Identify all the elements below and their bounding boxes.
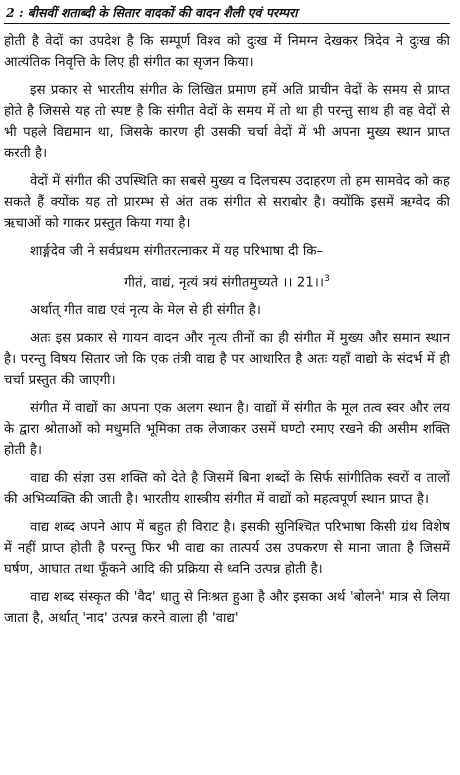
paragraph-samaveda: वेदों में संगीत की उपस्थिति का सबसे मुख्य व दिलचस्प उदाहरण तो हम सामवेद को कह सकते हैं क्योंक यह तो प्रारम्भ से अंत तक संगीत से सराबोर है। क्योंकि इसमें ऋग्वेद की ऋचाओं को गाकर प्रस्तुत किया गया है। xyxy=(4,174,450,231)
footnote-marker: 3 xyxy=(324,274,330,284)
sanskrit-verse xyxy=(4,269,450,293)
running-title: बीसवीं शताब्दी के सितार वादकों की वादन शैली एवं परम्परा xyxy=(27,5,298,20)
paragraph-sharngadeva: शार्ङ्गदेव जी ने सर्वप्रथम संगीतरत्नाकर में यह परिभाषा दी कि– xyxy=(30,244,324,259)
paragraph-instruments-place: संगीत में वाद्यों का अपना एक अलग स्थान है। वाद्यों में संगीत के मूल तत्व स्वर और लय के द्वारा श्रोताओं को मधुमति भूमिका तक लेजाकर उसमें घण्टो रमाए रखने की असीम शक्ति होती है। xyxy=(4,401,450,459)
paragraph-three-arts: अतः इस प्रकार से गायन वादन और नृत्य तीनों का ही संगीत में मुख्य और समान स्थान है। परन्तु विषय सितार जो कि एक तंत्री वाद्य है पर आधारित है अतः यहाँ वाद्यो के संदर्भ में ही चर्चा प्रस्तुत की जाएगी। xyxy=(4,331,450,389)
paragraph-etymology: वाद्य शब्द संस्कृत की 'वैद' धातु से निःश्रत हुआ है और इसका अर्थ 'बोलने' मात्र से लिया जाता है, अर्थात् 'नाद' उत्पन्न करने वाला ही 'वाद्य' xyxy=(4,590,450,627)
verse-text: गीतं, वाद्यं, नृत्यं त्रयं संगीतमुच्यते ।। 21।। xyxy=(124,275,325,291)
paragraph-continuation: होती है वेदों का उपदेश है कि सम्पूर्ण विश्व को दुःख में निमग्न देखकर त्रिदेव ने दुःख की आत्यंतिक निवृत्ति के लिए ही संगीत का सृजन किया। xyxy=(4,34,450,70)
running-header xyxy=(4,4,450,24)
paragraph-instrument-definition: वाद्य की संज्ञा उस शक्ति को देते है जिसमें बिना शब्दों के सिर्फ सांगीतिक स्वरों व तालों की अभिव्यक्ति की जाती है। भारतीय शास्त्रीय संगीत में वाद्यों को महत्वपूर्ण स्थान प्राप्त है। xyxy=(4,471,450,508)
paragraph-meaning: अर्थात् गीत वाद्य एवं नृत्य के मेल से ही संगीत है। xyxy=(30,303,261,319)
page-body xyxy=(4,31,450,629)
paragraph-written-evidence: इस प्रकार से भारतीय संगीत के लिखित प्रमाण हमें अति प्राचीन वेदों के समय से प्राप्त होते है जिससे यह तो स्पष्ट है कि संगीत वेदों के समय में तो था ही परन्तु साथ ही वह वेदों से भी पहले विद्यमान था, जिसके कारण ही उसकी चर्चा वेदों में भी अपना मुख्य स्थान प्राप्त करती है। xyxy=(4,83,450,161)
page-number: 2 : xyxy=(6,5,24,20)
paragraph-vadya-word: वाद्य शब्द अपने आप में बहुत ही विराट है। इसकी सुनिश्चित परिभाषा किसी ग्रंथ विशेष में नहीं प्राप्त होती है परन्तु फिर भी वाद्य का तात्पर्य उस उपकरण से माना जाता है जिसमें घर्षण, आघात तथा फूँकने आदि की प्रक्रिया से ध्वनि उत्पन्न होती है। xyxy=(4,520,450,578)
